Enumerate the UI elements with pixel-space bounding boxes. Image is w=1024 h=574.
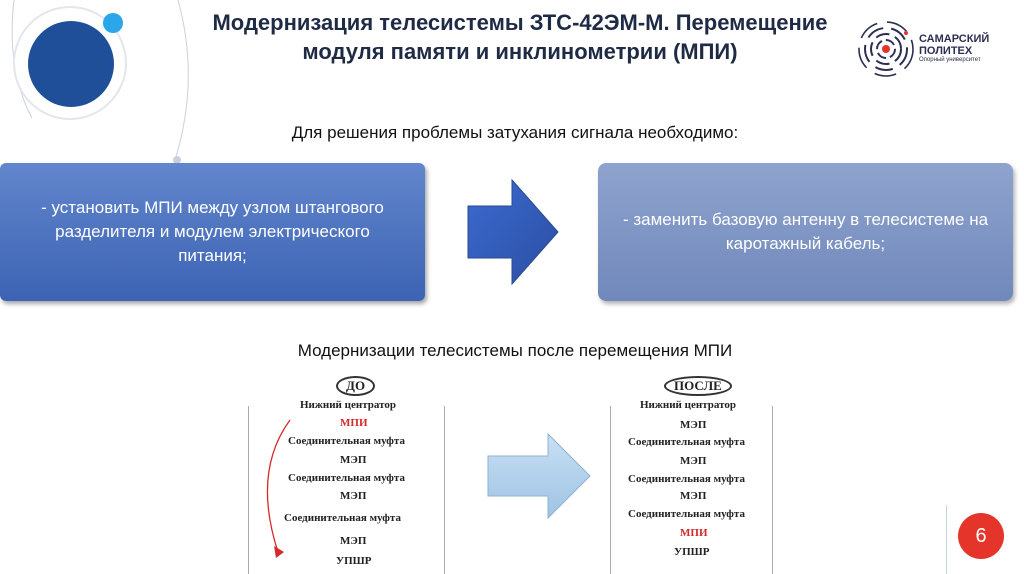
solution-left-text: - установить МПИ между узлом штангового разделителя и модулем электрического питания; [41, 198, 384, 265]
before-diagram [248, 372, 448, 574]
before-item: УПШР [336, 555, 372, 567]
before-item: Соединительная муфта [288, 435, 405, 447]
slide-number-badge: 6 [958, 513, 1004, 559]
before-item: МЭП [340, 454, 367, 466]
after-item: УПШР [674, 546, 710, 558]
intro-text: Для решения проблемы затухания сигнала необходимо: [291, 123, 739, 142]
before-item: МЭП [340, 490, 367, 502]
after-diagram [604, 372, 780, 574]
solution-box-left [0, 163, 425, 301]
logo-emblem-icon [855, 18, 917, 80]
before-heading: ДО [336, 376, 375, 396]
diagram-arrow-icon [486, 432, 592, 522]
decorative-line [946, 505, 947, 574]
slide-title: Модернизация телесистемы ЗТС-42ЭМ-М. Перемещение модуля памяти и инклинометрии (МПИ) [212, 10, 828, 64]
before-item: Нижний центратор [300, 399, 396, 411]
after-item: Соединительная муфта [628, 508, 745, 520]
university-logo [855, 14, 1015, 84]
arrow-right-icon [466, 178, 562, 288]
after-item: МЭП [680, 455, 707, 467]
before-item: Соединительная муфта [288, 472, 405, 484]
solution-right-text: - заменить базовую антенну в телесистеме на каротажный кабель; [622, 210, 989, 253]
solution-box-right [598, 163, 1013, 301]
after-item: Соединительная муфта [628, 473, 745, 485]
diagram-caption: Модернизации телесистемы после перемещения МПИ [297, 341, 733, 360]
before-item: Соединительная муфта [284, 512, 401, 524]
before-item-mpi: МПИ [340, 417, 368, 429]
logo-line3: Опорный университет [919, 57, 981, 63]
after-item: МЭП [680, 490, 707, 502]
after-item: МЭП [680, 419, 707, 431]
after-item: Нижний центратор [640, 399, 736, 411]
logo-line2: ПОЛИТЕХ [919, 45, 973, 57]
move-curve-arrow-icon [248, 412, 348, 572]
after-item: Соединительная муфта [628, 436, 745, 448]
logo-line1: САМАРСКИЙ [919, 33, 990, 45]
after-heading: ПОСЛЕ [664, 376, 732, 396]
after-item-mpi: МПИ [680, 527, 708, 539]
before-item: МЭП [340, 535, 367, 547]
